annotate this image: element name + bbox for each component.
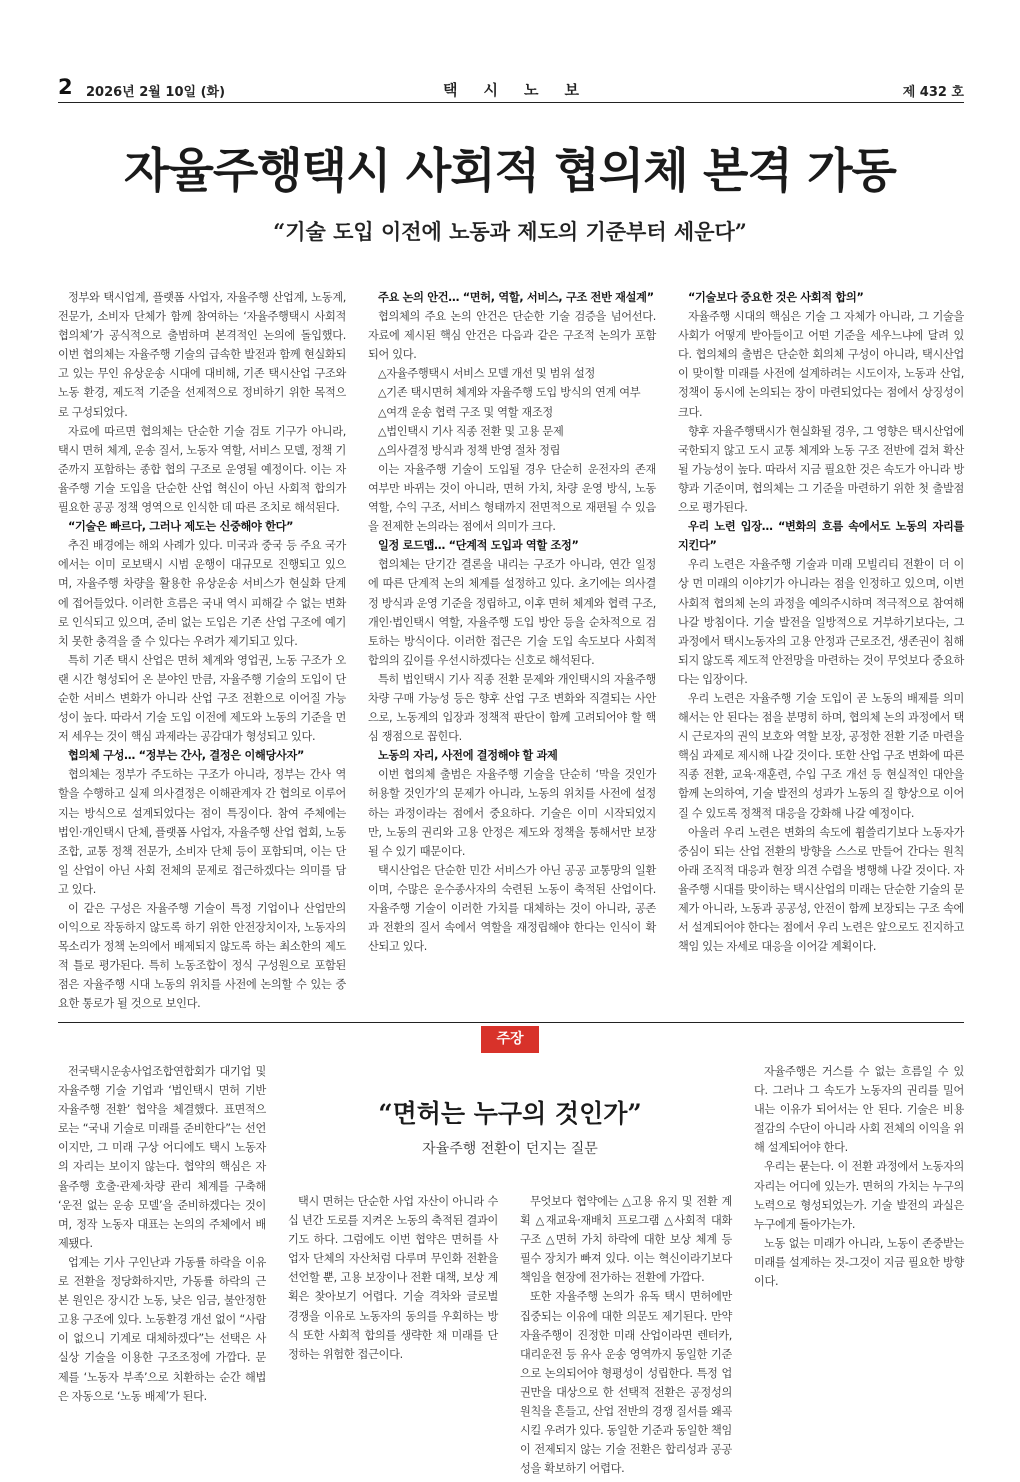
editorial-column-1 bbox=[58, 1062, 266, 1406]
paragraph: 노동 없는 미래가 아니라, 노동이 존중받는 미래를 설계하는 것-그것이 지금 필요한 방향이다. bbox=[754, 1236, 964, 1289]
agenda-item: △법인택시 기사 직종 전환 및 고용 문제 bbox=[378, 424, 564, 438]
page-number: 2 bbox=[58, 75, 73, 99]
paragraph: 우리 노련은 자율주행 기술 도입이 곧 노동의 배제를 의미해서는 안 된다는 점을 분명히 하며, 협의체 논의 과정에서 택시 근로자의 권익 보호와 역할 보장, 공정한 전환 기준 마련을 핵심 과제로 제시해 나갈 것이다. 또한 산업 구조 변화에 따른 직종 전환, 교육·재훈련, 수입 구조 개선 등 현실적인 대안을 함께 논의하여, 기술 발전의 성과가 노동의 질 향상으로 이어질 수 있도록 정책적 대응을 강화해 나갈 예정이다. bbox=[678, 691, 964, 820]
section-heading: 우리 노련 입장… “변화의 흐름 속에서도 노동의 자리를 지킨다” bbox=[678, 520, 964, 553]
paragraph: 추진 배경에는 해외 사례가 있다. 미국과 중국 등 주요 국가에서는 이미 로보택시 시범 운행이 대규모로 진행되고 있으며, 자율주행 차량을 활용한 유상운송 서비스가 현실화 단계에 접어들었다. 이러한 흐름은 국내 역시 피해갈 수 없는 변화로 인식되고 있으며, 준비 없는 도입은 기존 산업 구조에 예기치 못한 충격을 줄 수 있다는 우려가 제기되고 있다. bbox=[58, 539, 346, 648]
editorial-subtitle: 자율주행 전환이 던지는 질문 bbox=[422, 1141, 598, 1157]
paragraph: 특히 법인택시 기사 직종 전환 문제와 개인택시의 자율주행 차량 구매 가능성 등은 향후 산업 구조 변화와 직결되는 사안으로, 노동계의 입장과 정책적 판단이 함께 고려되어야 할 핵심 쟁점으로 꼽힌다. bbox=[368, 672, 656, 744]
header-rule bbox=[58, 102, 964, 103]
agenda-item: △기존 택시면허 체계와 자율주행 도입 방식의 연계 여부 bbox=[378, 386, 641, 400]
paragraph: 자율주행은 거스를 수 없는 흐름일 수 있다. 그러나 그 속도가 노동자의 권리를 밀어내는 이유가 되어서는 안 된다. 기술은 비용 절감의 수단이 아니라 사회 전체의 이익을 위해 설계되어야 한다. bbox=[754, 1065, 964, 1155]
paragraph: 이번 협의체 출범은 자율주행 기술을 단순히 ‘막을 것인가 허용할 것인가’의 문제가 아니라, 노동의 위치를 사전에 설정하는 과정이라는 점에서 중요하다. 기술은 이미 시작되었지만, 노동의 권리와 고용 안정은 제도와 정책을 통해서만 보장될 수 있기 때문이다. bbox=[368, 768, 656, 858]
paragraph: 우리는 묻는다. 이 전환 과정에서 노동자의 자리는 어디에 있는가. 면허의 가치는 누구의 노력으로 형성되었는가. 기술 발전의 과실은 누구에게 돌아가는가. bbox=[754, 1160, 964, 1231]
section-heading: 노동의 자리, 사전에 결정해야 할 과제 bbox=[378, 749, 558, 763]
paragraph: 우리 노련은 자율주행 기술과 미래 모빌리티 전환이 더 이상 먼 미래의 이야기가 아니라는 점을 인정하고 있으며, 이번 사회적 협의체 논의 과정을 예의주시하며 적극적으로 참여해 나갈 방침이다. 기술 발전을 일방적으로 거부하기보다는, 그 과정에서 택시노동자의 고용 안정과 근로조건, 생존권이 침해되지 않도록 제도적 안전망을 마련하는 것이 무엇보다 중요하다는 입장이다. bbox=[678, 558, 964, 686]
paragraph: 택시산업은 단순한 민간 서비스가 아닌 공공 교통망의 일환이며, 수많은 운수종사자의 숙련된 노동이 축적된 산업이다. 자율주행 기술이 이러한 가치를 대체하는 것이 아니라, 공존과 전환의 질서 속에서 역할을 재정립해야 한다는 인식이 확산되고 있다. bbox=[368, 863, 656, 954]
section-heading: “기술은 빠르다, 그러나 제도는 신중해야 한다” bbox=[68, 520, 294, 534]
paragraph: 택시 면허는 단순한 사업 자산이 아니라 수십 년간 도로를 지켜온 노동의 축적된 결과이기도 하다. 그럼에도 이번 협약은 면허를 사업자 단체의 자산처럼 다루며 무인화 전환을 선언할 뿐, 고용 보장이나 전환 대책, 보상 계획은 찾아보기 어렵다. 기술 격차와 글로벌 경쟁을 이유로 노동자의 동의를 우회하는 방식 또한 사회적 합의를 생략한 채 미래를 단정하는 위험한 접근이다. bbox=[288, 1195, 498, 1361]
paper-name: 택시노보 bbox=[443, 81, 605, 99]
paragraph: 자율주행 시대의 핵심은 기술 그 자체가 아니라, 그 기술을 사회가 어떻게 받아들이고 어떤 기준을 세우느냐에 달려 있다. 협의체의 출범은 단순한 회의체 구성이 아니라, 택시산업이 맞이할 미래를 사전에 설계하려는 시도이자, 노동과 산업, 정책이 동시에 논의되는 장이 마련되었다는 점에서 상징성이 크다. bbox=[678, 310, 964, 419]
page-header bbox=[58, 75, 964, 100]
issue-number: 제 432 호 bbox=[902, 85, 964, 100]
paragraph: 협의체는 단기간 결론을 내리는 구조가 아니라, 연간 일정에 따른 단계적 논의 체계를 설정하고 있다. 초기에는 의사결정 방식과 운영 기준을 정립하고, 이후 면허 체계와 협력 구조, 개인·법인택시 역할, 자율주행 도입 방안 등을 순차적으로 검토하는 방식이다. 이러한 접근은 기술 도입 속도보다 사회적 합의의 깊이를 우선시하겠다는 신호로 해석된다. bbox=[368, 558, 656, 667]
paragraph: 협의체의 주요 논의 안건은 단순한 기술 검증을 넘어선다. 자료에 제시된 핵심 안건은 다음과 같은 구조적 논의가 포함되어 있다. bbox=[368, 310, 656, 362]
article-column-1 bbox=[58, 288, 346, 1014]
paragraph: 자료에 따르면 협의체는 단순한 기술 검토 기구가 아니라, 택시 면허 체계, 운송 질서, 노동자 역할, 서비스 모델, 정책 기준까지 포함하는 종합 협의 구조로 운영될 예정이다. 이는 자율주행 기술 도입을 단순한 산업 혁신이 아닌 사회적 합의가 필요한 공공 정책 영역으로 인식한 데 따른 조치로 해석된다. bbox=[58, 424, 346, 515]
agenda-item: △자율주행택시 서비스 모델 개선 및 범위 설정 bbox=[378, 367, 595, 381]
paragraph: 협의체는 정부가 주도하는 구조가 아니라, 정부는 간사 역할을 수행하고 실제 의사결정은 이해관계자 간 협의로 이루어지는 방식으로 설계되었다는 점이 특징이다. 참여 주체에는 법인·개인택시 단체, 플랫폼 사업자, 자율주행 산업 협회, 노동조합, 교통 정책 전문가, 소비자 단체 등이 포함되며, 이는 단일 산업이 아닌 사회 전체의 문제로 접근하겠다는 의미를 담고 있다. bbox=[58, 768, 346, 896]
paragraph: 이 같은 구성은 자율주행 기술이 특정 기업이나 산업만의 이익으로 작동하지 않도록 하기 위한 안전장치이자, 노동자의 목소리가 정책 논의에서 배제되지 않도록 하는 최소한의 제도적 틀로 평가된다. 특히 노동조합이 정식 구성원으로 포함된 점은 자율주행 시대 노동의 위치를 사전에 논의할 수 있는 중요한 통로가 될 것으로 보인다. bbox=[58, 902, 346, 1011]
paragraph: 향후 자율주행택시가 현실화될 경우, 그 영향은 택시산업에 국한되지 않고 도시 교통 체계와 노동 구조 전반에 걸쳐 확산될 가능성이 높다. 따라서 지금 필요한 것은 속도가 아니라 방향과 기준이며, 협의체는 그 기준을 마련하기 위한 첫 출발점으로 평가된다. bbox=[678, 424, 964, 515]
article-column-2 bbox=[368, 288, 656, 956]
agenda-item: △여객 운송 협력 구조 및 역할 재조정 bbox=[378, 405, 553, 419]
editorial-column-3 bbox=[520, 1192, 732, 1478]
paragraph: 무엇보다 협약에는 △고용 유지 및 전환 계획 △재교육·재배치 프로그램 △사회적 대화 구조 △면허 가치 하락에 대한 보상 체계 등 필수 장치가 빠져 있다. 이는 혁신이라기보다 책임을 현장에 전가하는 전환에 가깝다. bbox=[520, 1195, 732, 1285]
editorial-column-4 bbox=[754, 1062, 964, 1291]
section-heading: 협의체 구성… “정부는 간사, 결정은 이해당사자” bbox=[68, 749, 305, 763]
section-heading: 일정 로드맵… “단계적 도입과 역할 조정” bbox=[378, 539, 579, 553]
paragraph: 업계는 기사 구인난과 가동률 하락을 이유로 전환을 정당화하지만, 가동률 하락의 근본 원인은 장시간 노동, 낮은 임금, 불안정한 고용 구조에 있다. 노동환경 개선 없이 “사람이 없으니 기계로 대체하겠다”는 선택은 사실상 기술을 이용한 구조조정에 가깝다. 문제를 ‘노동자 부족’으로 치환하는 순간 해법은 자동으로 ‘노동 배제’가 된다. bbox=[58, 1255, 266, 1403]
issue-date: 2026년 2월 10일 (화) bbox=[86, 85, 226, 100]
paragraph: 전국택시운송사업조합연합회가 대기업 및 자율주행 기술 기업과 ‘법인택시 면허 기반 자율주행 전환’ 협약을 체결했다. 표면적으로는 “국내 기술로 미래를 준비한다”는 선언이지만, 그 미래 구상 어디에도 택시 노동자의 자리는 보이지 않는다. 협약의 핵심은 자율주행 호출·관제·차량 관리 체계를 구축해 ‘운전 없는 운송 모델’을 준비하겠다는 것이며, 정작 노동자 대표는 논의의 주체에서 배제됐다. bbox=[58, 1065, 266, 1250]
paragraph: 아울러 우리 노련은 변화의 속도에 휩쓸리기보다 노동자가 중심이 되는 산업 전환의 방향을 스스로 만들어 간다는 원칙 아래 조직적 대응과 현장 의견 수렴을 병행해 나갈 것이다. 자율주행 시대를 맞이하는 택시산업의 미래는 단순한 기술의 문제가 아니라, 노동과 공공성, 안전이 함께 보장되는 구조 속에서 설계되어야 한다는 점에서 우리 노련은 앞으로도 진지하고 책임 있는 자세로 대응을 이어갈 계획이다. bbox=[678, 825, 964, 954]
editorial-column-2 bbox=[288, 1192, 498, 1364]
editorial-title: “면허는 누구의 것인가” bbox=[378, 1099, 642, 1128]
paragraph: 또한 자율주행 논의가 유독 택시 면허에만 집중되는 이유에 대한 의문도 제기된다. 만약 자율주행이 진정한 미래 산업이라면 렌터카, 대리운전 등 유사 운송 영역까지 동일한 기준으로 논의되어야 형평성이 성립한다. 특정 업권만을 대상으로 한 선택적 전환은 공정성의 원칙을 흔들고, 산업 전반의 경쟁 질서를 왜곡시킬 우려가 있다. 동일한 기준과 동일한 책임이 전제되지 않는 기술 전환은 합리성과 공공성을 확보하기 어렵다. bbox=[520, 1290, 732, 1476]
article-headline: 자율주행택시 사회적 협의체 본격 가동 bbox=[124, 144, 896, 199]
article-column-3 bbox=[678, 288, 964, 956]
editorial-label: 주장 bbox=[481, 1026, 539, 1053]
paragraph: 정부와 택시업계, 플랫폼 사업자, 자율주행 산업계, 노동계, 전문가, 소비자 단체가 함께 참여하는 ‘자율주행택시 사회적 협의체’가 공식적으로 출범하며 본격적인 논의에 돌입했다. 이번 협의체는 자율주행 기술의 급속한 발전과 함께 현실화되고 있는 무인 유상운송 시대에 대비해, 기존 택시산업 구조와 노동 환경, 제도적 기준을 선제적으로 정비하기 위한 목적으로 구성되었다. bbox=[58, 291, 346, 419]
paragraph: 이는 자율주행 기술이 도입될 경우 단순히 운전자의 존재 여부만 바뀌는 것이 아니라, 면허 가치, 차량 운영 방식, 노동 역할, 수익 구조, 서비스 형태까지 전면적으로 재편될 수 있음을 전제한 논의라는 점에서 의미가 크다. bbox=[368, 462, 656, 534]
article-subheadline: “기술 도입 이전에 노동과 제도의 기준부터 세운다” bbox=[273, 219, 747, 244]
agenda-item: △의사결정 방식과 정책 반영 절차 정립 bbox=[378, 443, 561, 457]
section-divider bbox=[58, 1022, 964, 1023]
paragraph: 특히 기존 택시 산업은 면허 체계와 영업권, 노동 구조가 오랜 시간 형성되어 온 분야인 만큼, 자율주행 기술의 도입이 단순한 서비스 변화가 아니라 산업 구조 전환으로 이어질 가능성이 높다. 따라서 기술 도입 이전에 제도와 노동의 기준을 먼저 세우는 것이 핵심 과제라는 공감대가 형성되고 있다. bbox=[58, 653, 346, 744]
section-heading: “기술보다 중요한 것은 사회적 합의” bbox=[688, 291, 864, 304]
section-heading: 주요 논의 안건… “면허, 역할, 서비스, 구조 전반 재설계” bbox=[378, 291, 654, 304]
